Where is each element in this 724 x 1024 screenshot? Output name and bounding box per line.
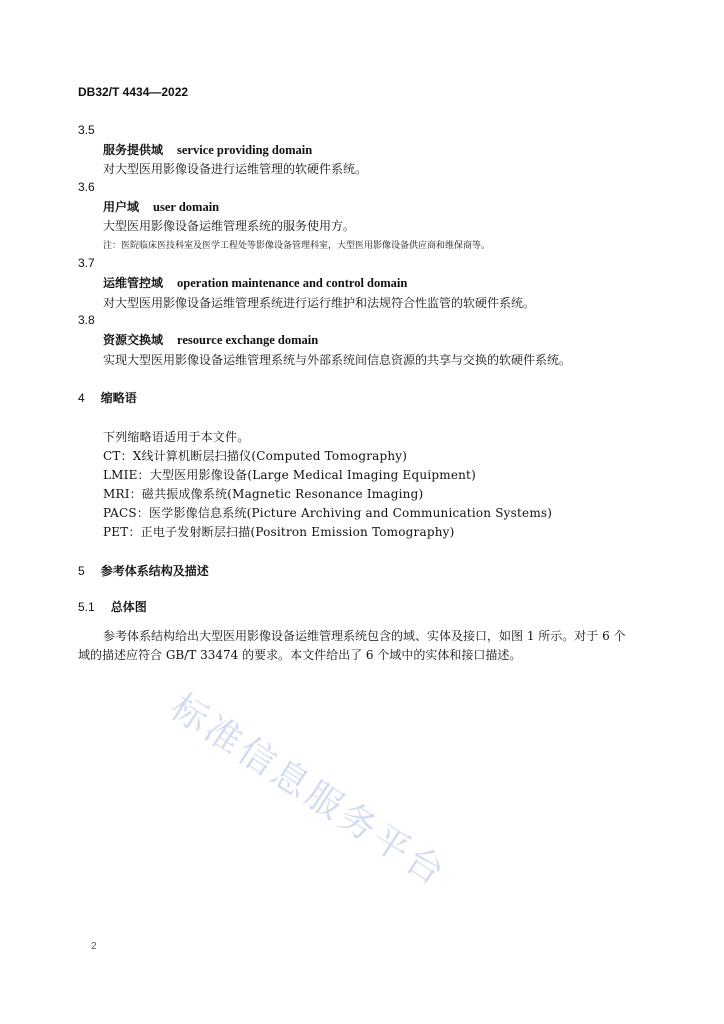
term-en: user domain xyxy=(153,200,220,214)
section-title: 缩略语 xyxy=(100,391,137,405)
term-definition: 对大型医用影像设备运维管理系统进行运行维护和法规符合性监管的软硬件系统。 xyxy=(103,296,536,310)
term-en: resource exchange domain xyxy=(177,333,319,347)
page-number: 2 xyxy=(91,941,97,952)
term-title xyxy=(103,331,318,348)
section-title: 参考体系结构及描述 xyxy=(100,564,209,578)
term-title xyxy=(103,198,219,215)
subsection-number: 5.1 xyxy=(78,600,95,614)
watermark: 标准信息服务平台 xyxy=(163,686,455,896)
term-zh: 服务提供域 xyxy=(103,143,164,157)
paragraph-line: 域的描述应符合 GB/T 33474 的要求。本文件给出了 6 个域中的实体和接口描述。 xyxy=(78,648,522,662)
term-en: service providing domain xyxy=(177,143,313,157)
section-number: 4 xyxy=(78,391,85,405)
term-definition: 对大型医用影像设备进行运维管理的软硬件系统。 xyxy=(103,162,368,176)
term-zh: 运维管控域 xyxy=(103,276,164,290)
term-title xyxy=(103,274,407,291)
term-title xyxy=(103,141,312,158)
document-header: DB32/T 4434—2022 xyxy=(78,85,189,99)
term-definition: 实现大型医用影像设备运维管理系统与外部系统间信息资源的共享与交换的软硬件系统。 xyxy=(103,353,572,367)
section-number: 5 xyxy=(78,564,85,578)
term-number: 3.5 xyxy=(78,123,95,137)
subsection-title: 总体图 xyxy=(110,600,147,614)
term-definition: 大型医用影像设备运维管理系统的服务使用方。 xyxy=(103,219,356,233)
term-number: 3.6 xyxy=(78,180,95,194)
section-heading xyxy=(78,389,137,406)
section-heading xyxy=(78,562,209,579)
abbreviation-item: MRI：磁共振成像系统(Magnetic Resonance Imaging) xyxy=(103,487,424,501)
subsection-heading xyxy=(78,598,147,615)
term-en: operation maintenance and control domain xyxy=(177,276,408,290)
term-number: 3.8 xyxy=(78,313,95,327)
abbreviation-item: PACS：医学影像信息系统(Picture Archiving and Communication Systems) xyxy=(103,506,553,520)
abbreviation-item: LMIE：大型医用影像设备(Large Medical Imaging Equipment) xyxy=(103,468,476,482)
paragraph-line: 参考体系结构给出大型医用影像设备运维管理系统包含的域、实体及接口，如图 1 所示。对于 6 个 xyxy=(103,629,626,643)
abbreviation-item: CT：X线计算机断层扫描仪(Computed Tomography) xyxy=(103,449,408,463)
term-note: 注：医院临床医技科室及医学工程处等影像设备管理科室，大型医用影像设备供应商和维保商等。 xyxy=(103,241,491,251)
term-zh: 资源交换域 xyxy=(103,333,164,347)
abbreviation-item: PET：正电子发射断层扫描(Positron Emission Tomography) xyxy=(103,525,455,539)
term-zh: 用户域 xyxy=(103,200,140,214)
section-intro: 下列缩略语适用于本文件。 xyxy=(103,430,250,444)
term-number: 3.7 xyxy=(78,256,95,270)
